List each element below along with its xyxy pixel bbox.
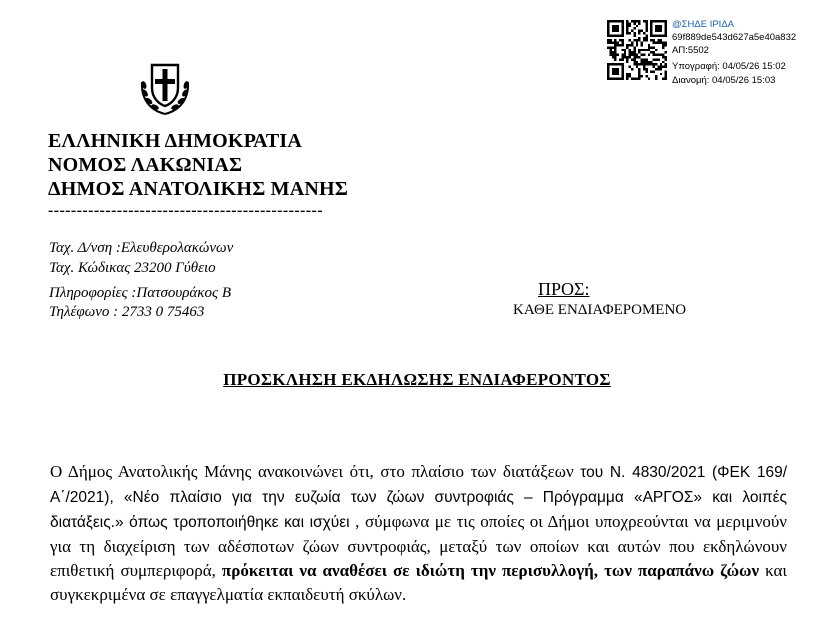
body-assignment: πρόκειται να αναθέσει σε ιδιώτη την περισυλλογή, των παραπάνω ζώων xyxy=(221,561,760,580)
header-municipality: ΔΗΜΟΣ ΑΝΑΤΟΛΙΚΗΣ ΜΑΝΗΣ xyxy=(48,178,349,200)
document-title: ΠΡΟΣΚΛΗΣΗ ΕΚΔΗΛΩΣΗΣ ΕΝΔΙΑΦΕΡΟΝΤΟΣ xyxy=(223,370,611,389)
recipient-value: ΚΑΘΕ ΕΝΔΙΑΦΕΡΟΜΕΝΟ xyxy=(513,302,687,318)
body-law-reference: του Ν. 4830/2021 (ΦΕΚ 169/Α΄/2021), «Νέο πλαίσιο για την ευζωία των ζώων συντροφιάς – Πρόγραμμα «ΑΡΓΟΣ» και λοιπές διατάξεις.» όπως τροποποιήθηκε και ισχύει xyxy=(50,464,787,531)
stamp-issuer: @ΣΗΔΕ ΙΡΙΔΑ xyxy=(672,19,734,30)
postal-address: Ταχ. Δ/νση :Ελευθερολακώνων xyxy=(49,240,234,256)
contact-info: Πληροφορίες :Πατσουράκος Β xyxy=(49,285,232,301)
stamp-signed: Υπογραφή: 04/05/26 15:02 xyxy=(672,61,786,72)
qr-code-icon xyxy=(607,20,667,80)
recipient-label: ΠΡΟΣ: xyxy=(538,279,590,299)
body-paragraph xyxy=(50,460,787,607)
greek-coat-of-arms-icon xyxy=(139,60,191,116)
stamp-distributed: Διανομή: 04/05/26 15:03 xyxy=(672,75,776,86)
header-separator: ------------------------------------------------ xyxy=(48,202,323,219)
stamp-hash: 69f889de543d627a5e40a832 xyxy=(672,32,797,43)
phone-number: Τηλέφωνο : 2733 0 75463 xyxy=(49,304,205,320)
stamp-protocol: ΑΠ:5502 xyxy=(672,45,709,56)
header-country: ΕΛΛΗΝΙΚΗ ΔΗΜΟΚΡΑΤΙΑ xyxy=(48,130,303,152)
body-specifics: και συγκεκριμένα σε επαγγελματία εκπαιδευτή σκύλων. xyxy=(50,561,787,604)
body-obligations: , σύμφωνα με τις οποίες οι Δήμοι υποχρεούνται να μεριμνούν για τη διαχείριση των αδέσποτων ζώων συντροφιάς, μεταξύ των οποίων και αυτών που εκδηλώνουν επιθετική συμπεριφορά, xyxy=(50,512,787,580)
postal-code: Ταχ. Κώδικας 23200 Γύθειο xyxy=(49,260,216,276)
body-intro: Ο Δήμος Ανατολικής Μάνης ανακοινώνει ότι, στο πλαίσιο των διατάξεων xyxy=(50,462,581,481)
header-prefecture: ΝΟΜΟΣ ΛΑΚΩΝΙΑΣ xyxy=(48,154,243,176)
